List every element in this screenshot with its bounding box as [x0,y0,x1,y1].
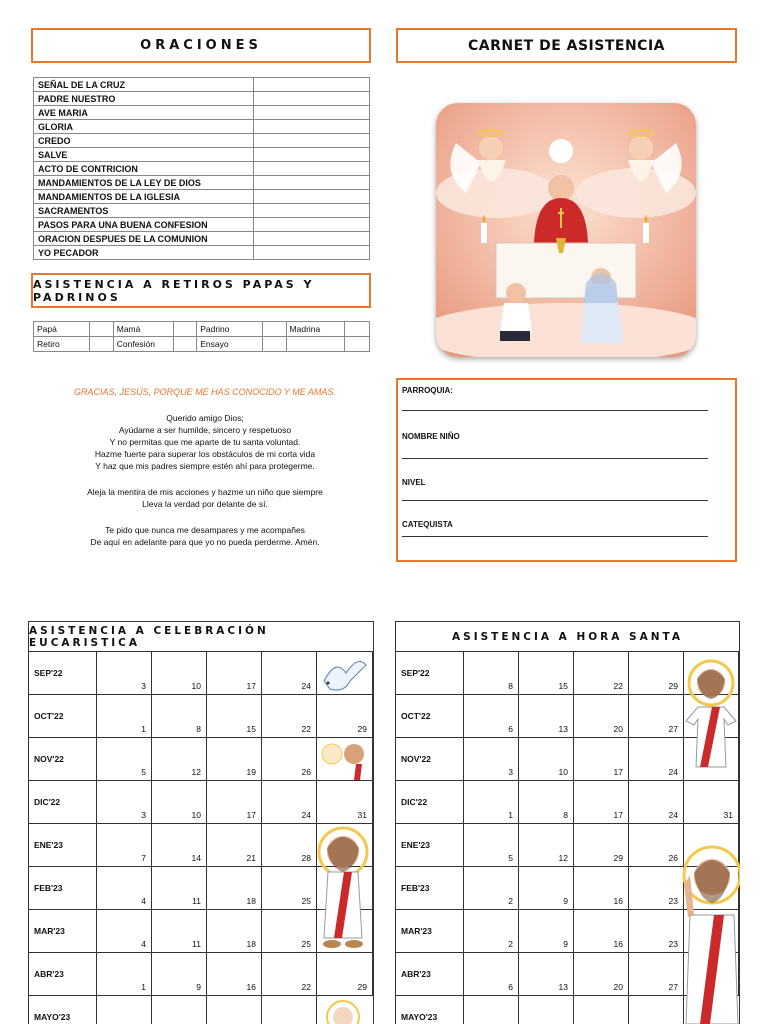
retiros-label: Mamá [113,322,173,337]
month-label: OCT'22 [401,711,431,721]
day-number: 22 [301,982,311,992]
day-cell[interactable] [574,781,629,824]
day-number: 16 [613,896,623,906]
day-cell[interactable] [262,910,317,953]
prayer-check-cell[interactable] [254,78,370,92]
day-cell[interactable] [207,781,262,824]
retiros-label [286,337,345,352]
day-cell[interactable] [207,738,262,781]
day-cell[interactable] [629,781,684,824]
month-label: MAR'23 [401,926,432,936]
day-number: 17 [246,681,256,691]
prayer-check-cell[interactable] [254,134,370,148]
day-number: 24 [301,681,311,691]
day-cell[interactable] [152,910,207,953]
retiros-row [34,337,370,352]
month-label: SEP'22 [34,668,63,678]
altar-scene-image [436,103,696,357]
prayer-check-cell[interactable] [254,148,370,162]
day-number: 24 [668,767,678,777]
prayer-row [34,78,370,92]
month-cell [396,910,464,953]
prayer-name: CREDO [34,134,254,148]
day-number: 8 [563,810,568,820]
month-cell [396,824,464,867]
day-cell[interactable] [97,738,152,781]
prayer-line: Aleja la mentira de mis acciones y hazme un niño que siempre [87,487,323,497]
day-number: 19 [246,767,256,777]
mary-icon [318,997,368,1024]
day-number: 24 [301,810,311,820]
month-label: FEB'23 [34,883,63,893]
retiros-label: Retiro [34,337,90,352]
day-number: 5 [141,767,146,777]
day-number: 27 [668,724,678,734]
day-cell[interactable] [97,695,152,738]
month-cell [396,867,464,910]
prayer-check-cell[interactable] [254,106,370,120]
prayer-stanza-2 [40,486,370,510]
day-number: 25 [301,939,311,949]
day-number: 4 [141,939,146,949]
day-number: 10 [191,810,201,820]
day-cell[interactable] [207,953,262,996]
day-number: 29 [613,853,623,863]
calendar-eucaristia-title: ASISTENCIA A CELEBRACIÓN EUCARISTICA [29,622,373,652]
month-label: DIC'22 [401,797,428,807]
day-number: 4 [141,896,146,906]
day-cell[interactable] [152,824,207,867]
month-label: OCT'22 [34,711,64,721]
day-cell[interactable] [519,652,574,695]
prayer-row [34,176,370,190]
day-cell[interactable] [464,953,519,996]
prayer-row [34,232,370,246]
prayer-check-cell[interactable] [254,190,370,204]
month-label: NOV'22 [34,754,64,764]
day-number: 13 [558,724,568,734]
month-cell [29,781,97,824]
day-number: 6 [508,982,513,992]
day-number: 16 [613,939,623,949]
day-cell[interactable] [629,953,684,996]
day-cell[interactable] [519,824,574,867]
day-number: 17 [246,810,256,820]
student-info-box [396,378,737,562]
month-label: SEP'22 [401,668,430,678]
day-cell[interactable] [207,652,262,695]
prayer-check-cell[interactable] [254,204,370,218]
prayer-name: SALVE [34,148,254,162]
retiros-check-cell[interactable] [90,337,114,352]
day-number: 21 [246,853,256,863]
month-cell [29,652,97,695]
day-cell[interactable] [684,781,739,824]
day-cell[interactable] [629,652,684,695]
month-cell [29,695,97,738]
day-cell[interactable] [519,781,574,824]
day-number: 29 [357,982,367,992]
month-cell [29,738,97,781]
day-cell[interactable] [207,910,262,953]
day-cell[interactable] [152,738,207,781]
day-number: 15 [246,724,256,734]
day-cell[interactable] [97,781,152,824]
day-number: 9 [196,982,201,992]
day-number: 1 [141,724,146,734]
day-cell[interactable] [519,996,574,1024]
day-cell[interactable] [262,996,317,1024]
retiros-check-cell[interactable] [90,322,114,337]
month-label: ABR'23 [34,969,64,979]
prayer-row [34,106,370,120]
day-cell[interactable] [574,996,629,1024]
prayer-line: Y no permitas que me aparte de tu santa voluntad. [109,437,301,447]
day-number: 27 [668,982,678,992]
day-number: 3 [508,767,513,777]
day-number: 12 [191,767,201,777]
prayer-row [34,120,370,134]
prayer-name: SACRAMENTOS [34,204,254,218]
day-cell[interactable] [464,996,519,1024]
day-number: 13 [558,982,568,992]
day-number: 11 [192,896,201,906]
day-cell[interactable] [629,996,684,1024]
retiros-check-cell[interactable] [345,337,370,352]
month-label: MAYO'23 [34,1012,71,1022]
day-cell[interactable] [152,695,207,738]
day-number: 9 [563,896,568,906]
prayer-row [34,246,370,260]
prayer-row [34,218,370,232]
catequista-label: CATEQUISTA [402,520,453,529]
day-cell[interactable] [262,781,317,824]
prayer-row [34,92,370,106]
month-cell [29,996,97,1024]
day-cell[interactable] [574,824,629,867]
day-number: 20 [613,982,623,992]
jesus-blessing-icon [680,835,740,1024]
day-number: 1 [508,810,513,820]
day-number: 18 [246,896,256,906]
day-cell[interactable] [464,781,519,824]
day-cell[interactable] [97,996,152,1024]
day-cell[interactable] [152,953,207,996]
day-cell[interactable] [574,867,629,910]
retiros-label: Padrino [197,322,263,337]
prayer-name: ORACION DESPUES DE LA COMUNION [34,232,254,246]
prayer-row [34,190,370,204]
retiros-check-cell[interactable] [173,322,197,337]
day-number: 31 [723,810,733,820]
prayer-line: Ayúdame a ser humilde, sincero y respetuoso [118,425,292,435]
day-number: 14 [191,853,201,863]
nombre-nino-label: NOMBRE NIÑO [402,432,460,441]
day-cell[interactable] [464,910,519,953]
day-number: 10 [191,681,201,691]
day-number: 9 [563,939,568,949]
month-label: ENE'23 [34,840,63,850]
prayer-check-cell[interactable] [254,92,370,106]
month-cell [29,910,97,953]
day-cell[interactable] [262,652,317,695]
day-number: 22 [301,724,311,734]
day-cell[interactable] [464,695,519,738]
prayer-line: Te pido que nunca me desampares y me acompañes [105,525,305,535]
day-cell[interactable] [97,910,152,953]
day-cell[interactable] [519,953,574,996]
prayer-stanza-1 [40,412,370,472]
prayer-name: PADRE NUESTRO [34,92,254,106]
day-cell[interactable] [519,867,574,910]
day-cell[interactable] [207,824,262,867]
day-cell[interactable] [629,910,684,953]
day-cell[interactable] [97,652,152,695]
retiros-label: Ensayo [197,337,263,352]
day-cell[interactable] [574,910,629,953]
jesus-open-arms-icon [682,655,740,779]
month-cell [29,824,97,867]
prayer-check-cell[interactable] [254,120,370,134]
prayer-check-cell[interactable] [254,218,370,232]
prayer-check-cell[interactable] [254,176,370,190]
day-cell[interactable] [97,867,152,910]
month-cell [396,652,464,695]
day-number: 26 [668,853,678,863]
prayer-row [34,148,370,162]
prayer-stanza-3 [40,524,370,548]
catequista-field[interactable] [402,536,708,537]
prayer-heading: GRACIAS, JESÚS, PORQUE ME HAS CONOCIDO Y ME AMAS. [74,387,336,397]
month-label: NOV'22 [401,754,431,764]
month-label: ENE'23 [401,840,430,850]
retiros-row [34,322,370,337]
day-cell[interactable] [152,652,207,695]
month-cell [396,996,464,1024]
month-cell [29,867,97,910]
day-number: 6 [508,724,513,734]
day-cell[interactable] [97,824,152,867]
day-number: 8 [508,681,513,691]
day-number: 2 [508,939,513,949]
day-cell[interactable] [207,996,262,1024]
nivel-field[interactable] [402,500,708,501]
prayer-line: Y haz que mis padres siempre estén ahí para protegerme. [95,461,315,471]
day-number: 2 [508,896,513,906]
day-cell[interactable] [519,695,574,738]
prayer-name: MANDAMIENTOS DE LA IGLESIA [34,190,254,204]
day-cell[interactable] [262,824,317,867]
retiros-check-cell[interactable] [173,337,197,352]
month-cell [396,781,464,824]
prayer-row [34,204,370,218]
month-label: ABR'23 [401,969,431,979]
day-cell[interactable] [317,695,373,738]
day-number: 17 [613,810,623,820]
day-cell[interactable] [152,867,207,910]
prayer-name: MANDAMIENTOS DE LA LEY DE DIOS [34,176,254,190]
day-number: 25 [301,896,311,906]
prayer-check-cell[interactable] [254,162,370,176]
calendar-hora-santa-title: ASISTENCIA A HORA SANTA [396,622,739,652]
day-number: 12 [558,853,568,863]
carnet-title: CARNET DE ASISTENCIA [396,28,737,63]
retiros-title: ASISTENCIA A RETIROS PAPAS Y PADRINOS [31,273,371,308]
jesus-child-icon [316,738,370,780]
day-cell[interactable] [464,824,519,867]
day-number: 7 [141,853,146,863]
day-cell[interactable] [464,867,519,910]
prayer-row [34,162,370,176]
day-number: 31 [357,810,367,820]
day-number: 1 [141,982,146,992]
day-cell[interactable] [574,652,629,695]
day-number: 3 [141,681,146,691]
retiros-label: Papá [34,322,90,337]
month-cell [396,738,464,781]
retiros-label: Madrina [286,322,345,337]
retiros-check-cell[interactable] [345,322,370,337]
prayer-name: SEÑAL DE LA CRUZ [34,78,254,92]
day-cell[interactable] [262,867,317,910]
day-cell[interactable] [262,738,317,781]
day-number: 5 [508,853,513,863]
prayers-checklist [33,77,370,260]
day-cell[interactable] [317,953,373,996]
day-number: 26 [301,767,311,777]
prayer-line: De aquí en adelante para que yo no pueda perderme. Amén. [90,537,320,547]
prayer-line: Hazme fuerte para superar los obstáculos de mi corta vida [94,449,316,459]
day-number: 17 [613,767,623,777]
day-number: 24 [668,810,678,820]
prayer-name: AVE MARIA [34,106,254,120]
prayer-name: YO PECADOR [34,246,254,260]
prayer-check-cell[interactable] [254,232,370,246]
day-number: 29 [668,681,678,691]
day-number: 10 [558,767,568,777]
day-cell[interactable] [207,867,262,910]
prayer-name: ACTO DE CONTRICION [34,162,254,176]
day-cell[interactable] [629,867,684,910]
altar-illustration [436,103,696,357]
day-cell[interactable] [574,953,629,996]
day-number: 3 [141,810,146,820]
day-cell[interactable] [629,695,684,738]
day-cell[interactable] [152,996,207,1024]
day-number: 23 [668,896,678,906]
day-cell[interactable] [464,652,519,695]
day-cell[interactable] [317,781,373,824]
dove-icon [316,653,370,695]
day-cell[interactable] [97,953,152,996]
nivel-label: NIVEL [402,478,426,487]
month-label: MAYO'23 [401,1012,438,1022]
month-label: DIC'22 [34,797,61,807]
day-cell[interactable] [629,824,684,867]
day-cell[interactable] [519,910,574,953]
parroquia-label: PARROQUIA: [402,386,453,395]
day-number: 29 [357,724,367,734]
day-number: 22 [613,681,623,691]
day-cell[interactable] [574,738,629,781]
nombre-nino-field[interactable] [402,458,708,459]
retiros-check-cell[interactable] [262,337,286,352]
parroquia-field[interactable] [402,410,708,411]
retiros-label: Confesión [113,337,173,352]
month-cell [396,695,464,738]
oraciones-title: ORACIONES [31,28,371,63]
prayer-check-cell[interactable] [254,246,370,260]
day-number: 15 [558,681,568,691]
prayer-row [34,134,370,148]
month-label: MAR'23 [34,926,65,936]
day-cell[interactable] [464,738,519,781]
retiros-table [33,321,370,352]
jesus-standing-icon-left [316,826,370,954]
day-cell[interactable] [519,738,574,781]
day-number: 23 [668,939,678,949]
day-number: 16 [246,982,256,992]
day-cell[interactable] [207,695,262,738]
month-cell [396,953,464,996]
day-cell[interactable] [629,738,684,781]
day-cell[interactable] [262,953,317,996]
day-cell[interactable] [574,695,629,738]
day-number: 11 [192,939,201,949]
day-number: 18 [246,939,256,949]
month-label: FEB'23 [401,883,430,893]
day-number: 8 [196,724,201,734]
retiros-check-cell[interactable] [262,322,286,337]
prayer-name: GLORIA [34,120,254,134]
day-cell[interactable] [152,781,207,824]
prayer-name: PASOS PARA UNA BUENA CONFESION [34,218,254,232]
day-number: 20 [613,724,623,734]
day-cell[interactable] [262,695,317,738]
prayer-line: Querido amigo Dios; [166,413,244,423]
day-number: 28 [301,853,311,863]
prayer-line: Lleva la verdad por delante de sí. [142,499,268,509]
month-cell [29,953,97,996]
